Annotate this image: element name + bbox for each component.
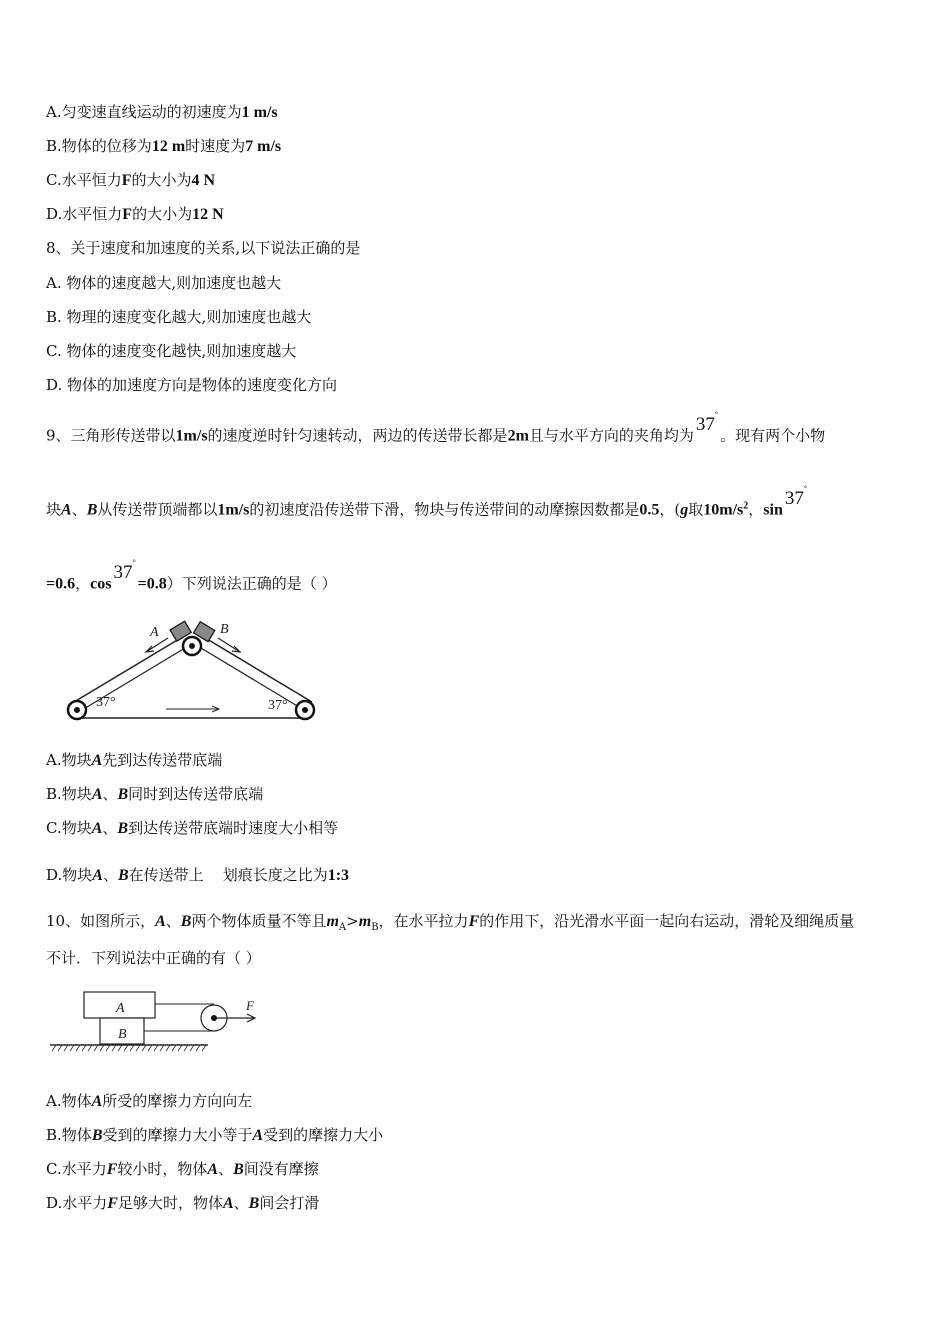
angle-right: 37°: [268, 698, 288, 713]
q10-stem-line2: 不计．下列说法中正确的有（ ）: [46, 949, 261, 967]
label-a: A: [150, 625, 159, 640]
q8-stem: 8、关于速度和加速度的关系,以下说法正确的是: [46, 239, 361, 257]
top-pulley: [183, 637, 201, 655]
stacked-blocks-figure: [46, 990, 266, 1052]
svg-text:F: F: [246, 998, 254, 1013]
angle-left: 37°: [96, 695, 116, 710]
q10-stem-line1: 10、如图所示，A、B两个物体质量不等且$m_A>m_B$，在水平拉力F的作用下，沿光滑水平面一起向右运动，滑轮及细绳质量: [46, 912, 855, 933]
angle-37: 37°: [695, 410, 719, 436]
right-pulley: [296, 701, 314, 719]
q7-option-c: C.水平恒力F的大小为4 N: [46, 171, 216, 189]
q10-option-d: D.水平力F足够大时，物体A、B间会打滑: [46, 1194, 320, 1212]
q10-option-c: C.水平力F较小时，物体A、B间没有摩擦: [46, 1160, 319, 1178]
q9-stem-line1: 9、三角形传送带以1m/s的速度逆时针匀速转动，两边的传送带长都是2m且与水平方向的夹角均为 37°。现有两个小物: [46, 410, 826, 445]
q9-stem-line2: 块A、B从传送带顶端都以1m/s的初速度沿传送带下滑，物块与传送带间的动摩擦因数都是0.5，(g取$10m/s^2$，sin37°: [46, 484, 808, 519]
svg-text:A: A: [116, 1001, 125, 1016]
svg-text:B: B: [118, 1027, 127, 1042]
q8-option-c: C. 物体的速度变化越快,则加速度越大: [46, 342, 297, 360]
q7-option-a: A.匀变速直线运动的初速度为1 m/s: [46, 103, 278, 121]
q10-option-a: A.物体A所受的摩擦力方向向左: [46, 1092, 253, 1110]
q9-stem-line3: =0.6，cos37°=0.8）下列说法正确的是（ ）: [46, 558, 337, 593]
q7-option-b: B.物体的位移为12 m时速度为7 m/s: [46, 137, 282, 155]
label-b: B: [220, 622, 229, 637]
q9-option-d: D.物块A、B在传送带上 划痕长度之比为1:3: [46, 866, 350, 884]
q8-option-d: D. 物体的加速度方向是物体的速度变化方向: [46, 376, 338, 394]
q8-option-a: A. 物体的速度越大,则加速度也越大: [46, 274, 282, 292]
q9-option-c: C.物块A、B到达传送带底端时速度大小相等: [46, 819, 339, 837]
q7-option-d: D.水平恒力F的大小为12 N: [46, 205, 224, 223]
q10-option-b: B.物体B受到的摩擦力大小等于A受到的摩擦力大小: [46, 1126, 384, 1144]
q9-option-a: A.物块A先到达传送带底端: [46, 751, 223, 769]
conveyor-belt-figure: [62, 614, 324, 724]
left-pulley: [68, 701, 86, 719]
q9-option-b: B.物块A、B同时到达传送带底端: [46, 785, 264, 803]
q8-option-b: B. 物理的速度变化越大,则加速度也越大: [46, 308, 312, 326]
